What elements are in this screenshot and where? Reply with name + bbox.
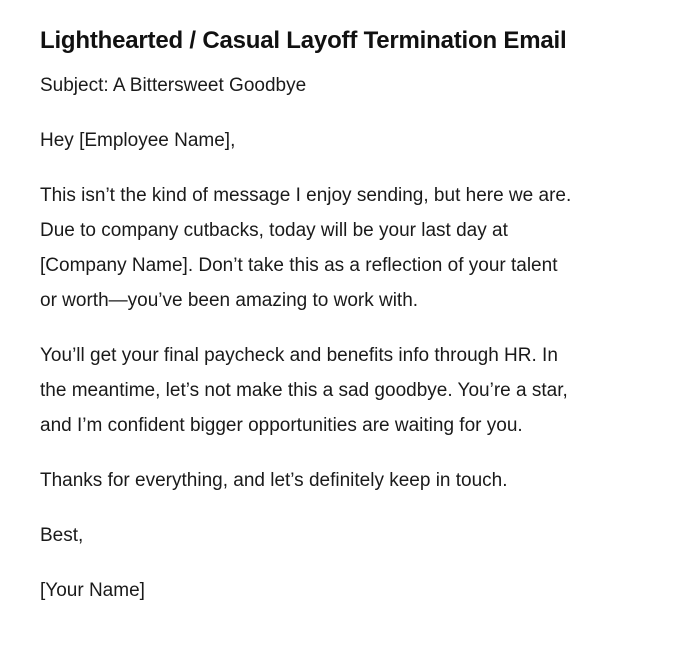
paragraph-line: or worth—you’ve been amazing to work with. <box>40 290 419 311</box>
email-greeting: Hey [Employee Name], <box>40 130 236 151</box>
email-paragraph-2 <box>40 338 660 443</box>
email-document <box>40 24 660 608</box>
paragraph-line: Due to company cutbacks, today will be your last day at <box>40 220 508 241</box>
email-signature: [Your Name] <box>40 580 145 601</box>
email-paragraph-1 <box>40 178 660 318</box>
paragraph-line: You’ll get your final paycheck and benefits info through HR. In <box>40 345 558 366</box>
email-subject: Subject: A Bittersweet Goodbye <box>40 75 307 96</box>
email-closing: Best, <box>40 525 84 546</box>
paragraph-line: [Company Name]. Don’t take this as a reflection of your talent <box>40 255 558 276</box>
page-title: Lighthearted / Casual Layoff Termination Email <box>40 27 567 54</box>
email-paragraph-3: Thanks for everything, and let’s definitely keep in touch. <box>40 470 508 491</box>
paragraph-line: and I’m confident bigger opportunities are waiting for you. <box>40 415 523 436</box>
paragraph-line: the meantime, let’s not make this a sad goodbye. You’re a star, <box>40 380 568 401</box>
paragraph-line: This isn’t the kind of message I enjoy sending, but here we are. <box>40 185 572 206</box>
